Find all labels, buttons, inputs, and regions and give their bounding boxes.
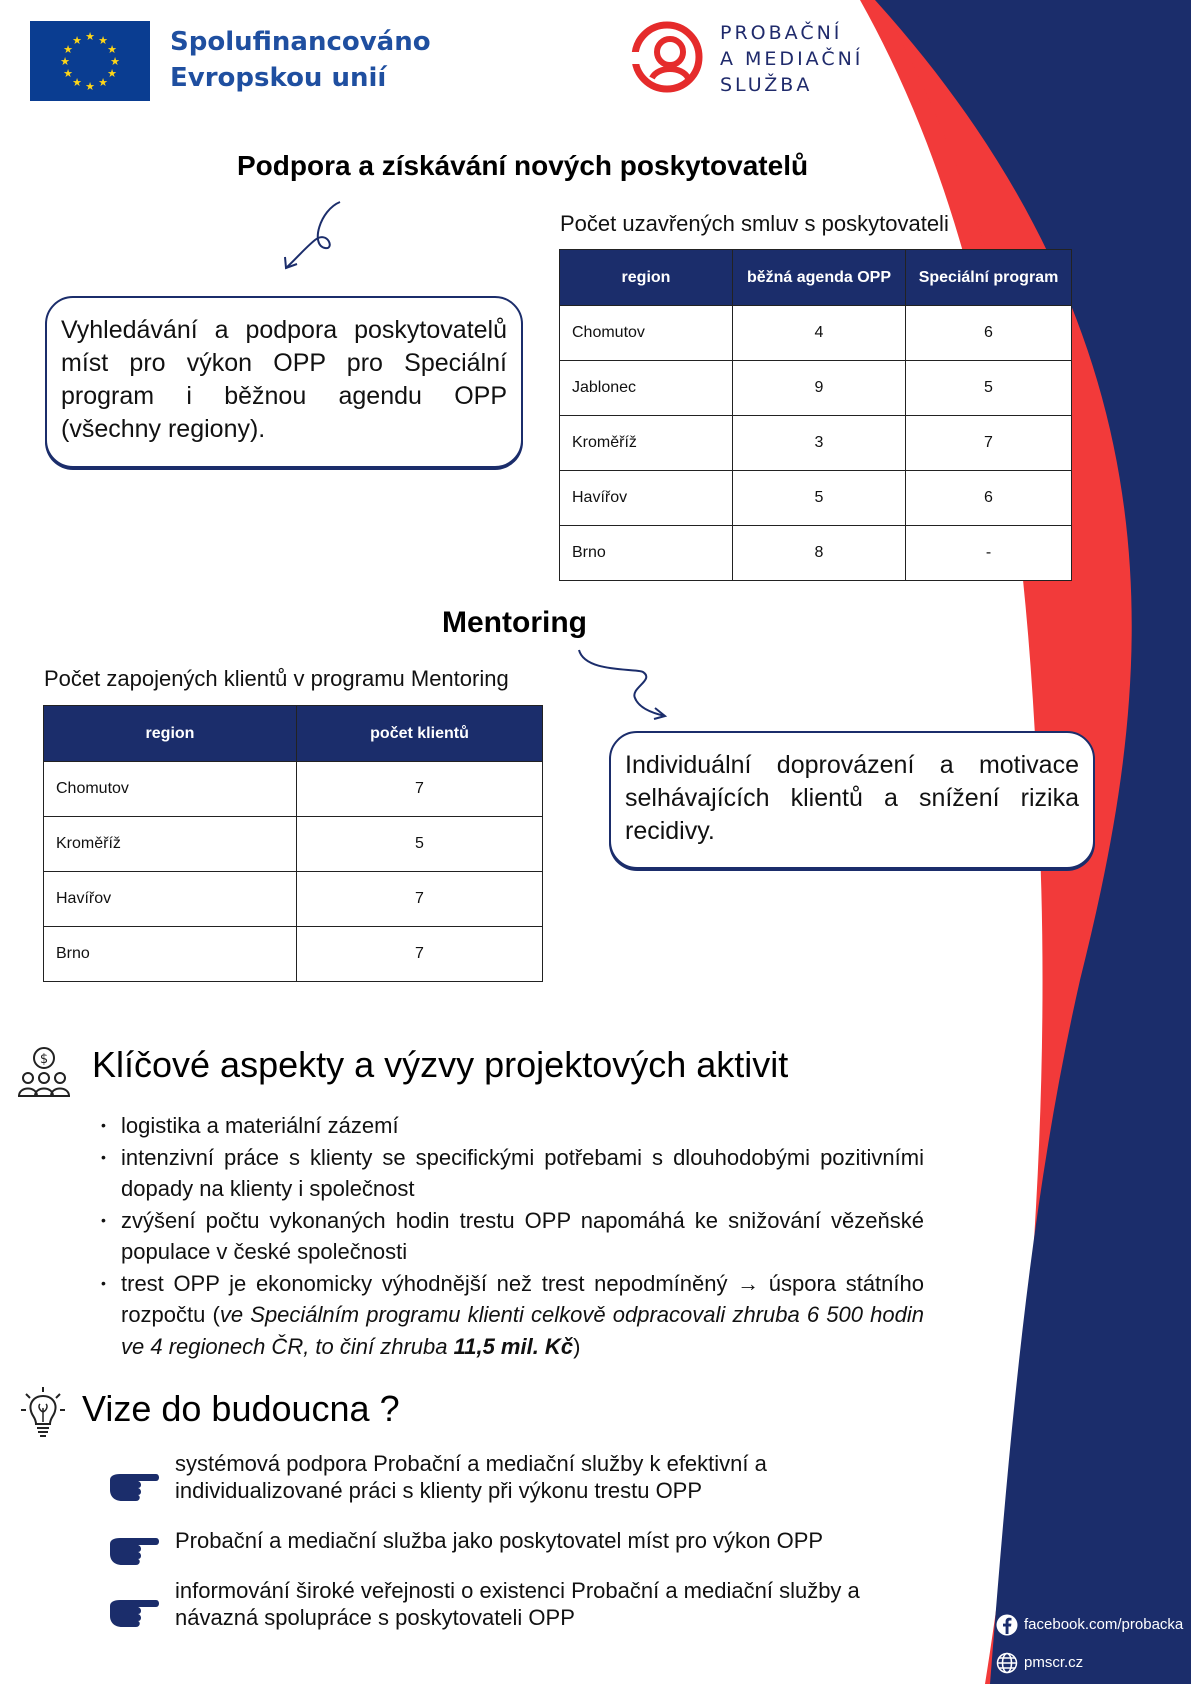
- svg-text:★: ★: [110, 55, 120, 68]
- table-cell: 5: [733, 471, 906, 526]
- column-header: region: [560, 250, 733, 306]
- key-aspects-list: [101, 1110, 924, 1362]
- mentoring-callout: Individuální doprovázení a motivace selhávajících klientů a snížení rizika recidivy.: [609, 731, 1095, 869]
- arrow-icon: [280, 200, 350, 272]
- table-row: [44, 927, 543, 982]
- table-header-row: [44, 706, 543, 762]
- list-item: [101, 1110, 924, 1142]
- list-item: [101, 1268, 924, 1363]
- svg-text:★: ★: [60, 55, 70, 68]
- column-header: počet klientů: [297, 706, 543, 762]
- table-cell: 5: [906, 361, 1072, 416]
- pointing-hand-icon: [108, 1530, 160, 1570]
- table-cell: Brno: [560, 526, 733, 581]
- list-item-text: intenzivní práce s klienty se specifickými potřebami s dlouhodobými pozitivními dopady na klienty i společnost: [121, 1144, 924, 1201]
- facebook-icon: [996, 1614, 1018, 1636]
- svg-text:★: ★: [72, 76, 82, 89]
- pointing-hand-icon: [108, 1592, 160, 1632]
- svg-text:★: ★: [98, 34, 108, 47]
- table-row: [560, 361, 1072, 416]
- vision-item: informování široké veřejnosti o existenci Probační a mediační služby a návazná spolupráce s poskytovateli OPP: [175, 1578, 860, 1630]
- table-cell: Jablonec: [560, 361, 733, 416]
- table-row: [560, 306, 1072, 361]
- pms-line-3: SLUŽBA: [720, 74, 813, 96]
- svg-text:★: ★: [85, 30, 95, 43]
- table-row: [44, 762, 543, 817]
- mentoring-table: [43, 705, 543, 982]
- people-money-icon: [16, 1046, 72, 1098]
- table-cell: 9: [733, 361, 906, 416]
- vision-item: Probační a mediační služba jako poskytovatel míst pro výkon OPP: [175, 1528, 824, 1553]
- column-header: běžná agenda OPP: [733, 250, 906, 306]
- website-link[interactable]: pmscr.cz: [1024, 1654, 1084, 1671]
- list-item-text: logistika a materiální zázemí: [121, 1113, 399, 1138]
- globe-icon: [996, 1652, 1018, 1674]
- table-cell: 6: [906, 471, 1072, 526]
- table-row: [44, 872, 543, 927]
- table-cell: Chomutov: [44, 762, 297, 817]
- table-cell: -: [906, 526, 1072, 581]
- contracts-table: [559, 249, 1072, 581]
- table-cell: 7: [297, 927, 543, 982]
- arrow-icon: [575, 648, 670, 720]
- table-cell: 7: [297, 872, 543, 927]
- list-item-bold: 11,5 mil. Kč: [453, 1333, 574, 1359]
- table-row: [560, 526, 1072, 581]
- lightbulb-icon: [20, 1386, 66, 1442]
- list-item: [101, 1205, 924, 1268]
- table-cell: Kroměříž: [560, 416, 733, 471]
- table-row: [560, 416, 1072, 471]
- facebook-link[interactable]: facebook.com/probacka: [1024, 1616, 1184, 1633]
- column-header: region: [44, 706, 297, 762]
- bullet-icon: •: [101, 1211, 106, 1228]
- table-cell: Havířov: [560, 471, 733, 526]
- contracts-table-caption: Počet uzavřených smluv s poskytovateli: [560, 211, 949, 236]
- svg-text:★: ★: [63, 43, 73, 56]
- table-cell: 5: [297, 817, 543, 872]
- pms-logo-text: [720, 20, 863, 98]
- eu-flag-icon: [30, 21, 150, 101]
- section-title-providers: Podpora a získávání nových poskytovatelů: [237, 150, 809, 181]
- pms-line-1: PROBAČNÍ: [720, 22, 843, 44]
- list-item-text: zvýšení počtu vykonaných hodin trestu OPP napomáhá ke snižování vězeňské populace v české společnosti: [121, 1207, 924, 1264]
- section-title-key-aspects: Klíčové aspekty a výzvy projektových aktivit: [92, 1044, 789, 1085]
- eu-cofinanced-text: [170, 24, 431, 96]
- section-title-mentoring: Mentoring: [442, 606, 587, 639]
- svg-text:★: ★: [98, 76, 108, 89]
- list-item: [101, 1142, 924, 1205]
- eu-line-1: Spolufinancováno: [170, 27, 431, 57]
- eu-line-2: Evropskou unií: [170, 63, 387, 93]
- table-row: [560, 471, 1072, 526]
- svg-text:★: ★: [72, 34, 82, 47]
- list-item-suffix: ): [573, 1333, 581, 1359]
- table-cell: 3: [733, 416, 906, 471]
- table-cell: Chomutov: [560, 306, 733, 361]
- svg-text:$: $: [39, 1052, 49, 1067]
- list-item-text: trest OPP je ekonomicky výhodnější než trest nepodmíněný → úspora státního rozpočtu (: [121, 1270, 924, 1327]
- column-header: Speciální program: [906, 250, 1072, 306]
- bullet-icon: •: [101, 1148, 106, 1165]
- svg-text:★: ★: [85, 80, 95, 93]
- section-title-vision: Vize do budoucna ?: [82, 1388, 400, 1429]
- table-row: [44, 817, 543, 872]
- table-cell: Havířov: [44, 872, 297, 927]
- svg-text:★: ★: [63, 67, 73, 80]
- list-item-italic: ve Speciálním programu klienti celkově odpracovali zhruba 6 500 hodin ve 4 regionech ČR, to činí zhruba: [121, 1302, 924, 1359]
- bullet-icon: •: [101, 1117, 106, 1133]
- table-cell: 7: [297, 762, 543, 817]
- pms-line-2: A MEDIAČNÍ: [720, 48, 864, 70]
- table-cell: 8: [733, 526, 906, 581]
- providers-callout: Vyhledávání a podpora poskytovatelů míst pro výkon OPP pro Speciální program i běžnou agendu OPP (všechny regiony).: [45, 296, 523, 468]
- mentoring-table-caption: Počet zapojených klientů v programu Mentoring: [44, 666, 509, 691]
- vision-item: systémová podpora Probační a mediační služby k efektivní a individualizované práci s klienty při výkonu trestu OPP: [175, 1451, 767, 1503]
- table-cell: Kroměříž: [44, 817, 297, 872]
- table-cell: 6: [906, 306, 1072, 361]
- svg-text:★: ★: [107, 43, 117, 56]
- table-cell: Brno: [44, 927, 297, 982]
- table-header-row: [560, 250, 1072, 306]
- pms-logo-icon: [630, 16, 705, 98]
- pointing-hand-icon: [108, 1466, 160, 1506]
- svg-text:★: ★: [107, 67, 117, 80]
- table-cell: 4: [733, 306, 906, 361]
- table-cell: 7: [906, 416, 1072, 471]
- bullet-icon: •: [101, 1274, 106, 1291]
